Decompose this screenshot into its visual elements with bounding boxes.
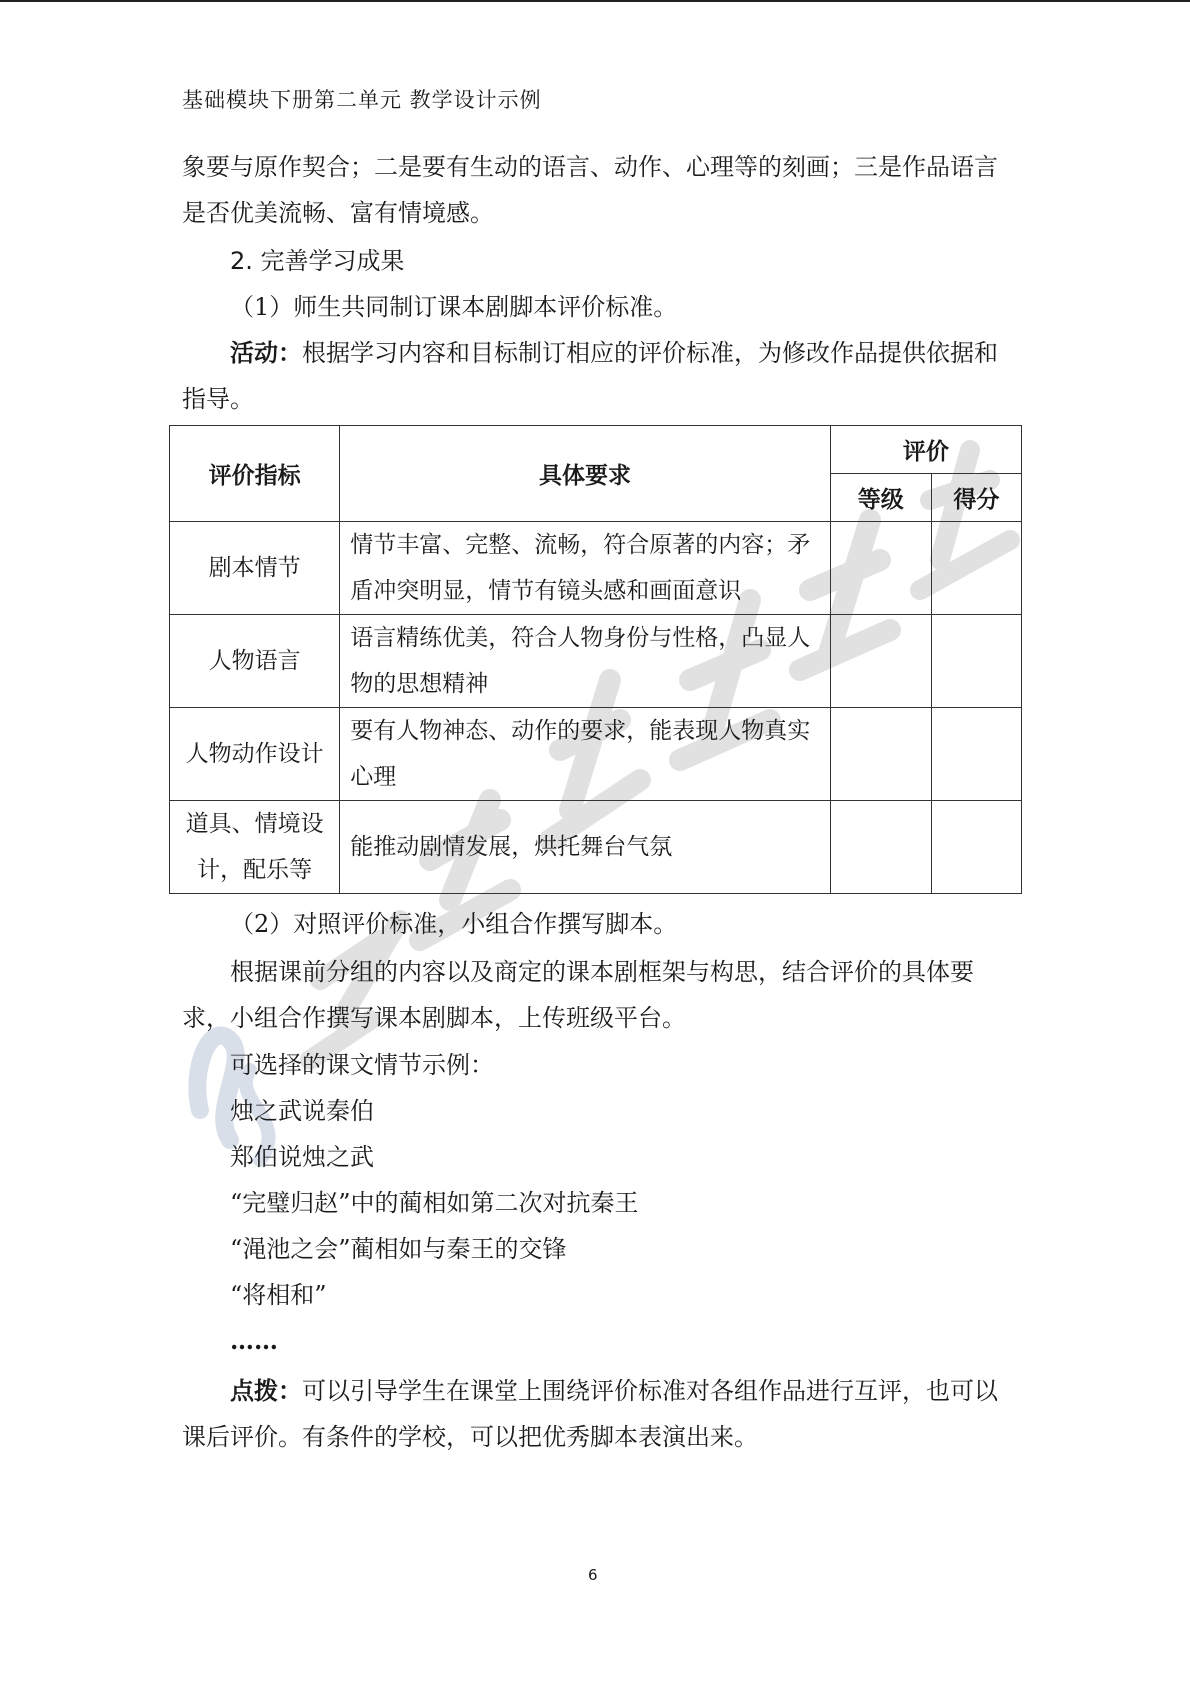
list-item: …… <box>230 1326 278 1355</box>
activity-paragraph <box>182 330 1010 422</box>
row-indicator: 剧本情节 <box>170 522 340 615</box>
tip-text: 可以引导学生在课堂上围绕评价标准对各组作品进行互评，也可以课后评价。有条件的学校，可以把优秀脚本表演出来。 <box>182 1377 998 1451</box>
table-row <box>170 522 1022 615</box>
row-indicator: 人物动作设计 <box>170 708 340 801</box>
list-item: “渑池之会”蔺相如与秦王的交锋 <box>230 1235 567 1263</box>
row-level-cell <box>830 708 931 801</box>
list-item: “将相和” <box>230 1281 327 1309</box>
activity-label: 活动： <box>230 338 302 367</box>
activity-text: 根据学习内容和目标制订相应的评价标准，为修改作品提供依据和指导。 <box>182 339 998 413</box>
continued-paragraph: 象要与原作契合；二是要有生动的语言、动作、心理等的刻画；三是作品语言是否优美流畅、富有情境感。 <box>182 153 998 227</box>
row-score-cell <box>931 708 1021 801</box>
row-score-cell <box>931 615 1021 708</box>
evaluation-table <box>169 425 1022 894</box>
row-level-cell <box>830 522 931 615</box>
header-requirement: 具体要求 <box>340 426 831 522</box>
row-indicator: 人物语言 <box>170 615 340 708</box>
list-item: 烛之武说秦伯 <box>230 1097 374 1125</box>
row-level-cell <box>830 801 931 894</box>
row-score-cell <box>931 801 1021 894</box>
section-title: 2. 完善学习成果 <box>230 247 405 275</box>
examples-intro: 可选择的课文情节示例： <box>230 1051 494 1079</box>
page-number: 6 <box>588 1566 598 1584</box>
tip-label: 点拨： <box>230 1376 302 1405</box>
running-header: 基础模块下册第二单元 教学设计示例 <box>182 88 542 112</box>
row-level-cell <box>830 615 931 708</box>
row-score-cell <box>931 522 1021 615</box>
header-score: 得分 <box>931 474 1021 522</box>
table-row <box>170 615 1022 708</box>
header-level: 等级 <box>830 474 931 522</box>
table-row <box>170 801 1022 894</box>
row-requirement: 要有人物神态、动作的要求，能表现人物真实心理 <box>340 708 831 801</box>
row-requirement: 语言精练优美，符合人物身份与性格，凸显人物的思想精神 <box>340 615 831 708</box>
list-item: “完璧归赵”中的蔺相如第二次对抗秦王 <box>230 1189 639 1217</box>
tip-paragraph <box>182 1368 1010 1460</box>
list-item: 郑伯说烛之武 <box>230 1143 374 1171</box>
header-indicator: 评价指标 <box>170 426 340 522</box>
paragraph-2: 根据课前分组的内容以及商定的课本剧框架与构思，结合评价的具体要求，小组合作撰写课本剧脚本，上传班级平台。 <box>182 958 974 1032</box>
sub-heading-1: （1）师生共同制订课本剧脚本评价标准。 <box>230 293 678 321</box>
row-requirement: 能推动剧情发展，烘托舞台气氛 <box>340 801 831 894</box>
table-row <box>170 708 1022 801</box>
sub-heading-2: （2）对照评价标准，小组合作撰写脚本。 <box>230 910 678 938</box>
row-indicator: 道具、情境设计，配乐等 <box>170 801 340 894</box>
header-evaluation: 评价 <box>830 426 1021 474</box>
row-requirement: 情节丰富、完整、流畅，符合原著的内容；矛盾冲突明显，情节有镜头感和画面意识 <box>340 522 831 615</box>
